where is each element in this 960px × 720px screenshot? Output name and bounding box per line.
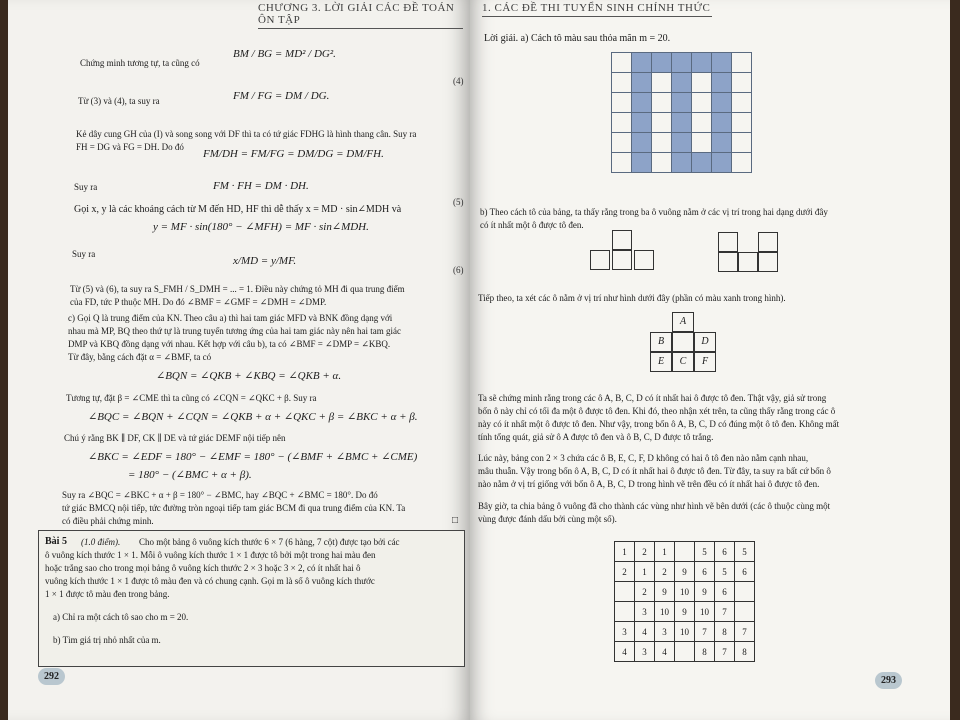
text-line: mâu thuẫn. Vậy trong bốn ô A, B, C, D có ít nhất hai ô được tô đen. Từ đây, ta suy ra bất cứ bốn ô bbox=[478, 466, 831, 476]
text-line: Từ (5) và (6), ta suy ra S_FMH / S_DMH = ... = 1. Điều này chứng tỏ MH đi qua trung điểm bbox=[70, 284, 405, 294]
region-cell: 1 bbox=[615, 542, 635, 562]
grid-cell-filled bbox=[672, 133, 692, 153]
text-line: tứ giác BMCQ nội tiếp, tức đường tròn ngoại tiếp tam giác BCM đi qua trung điểm của KN. Ta bbox=[62, 503, 406, 513]
grid-cell-filled bbox=[632, 93, 652, 113]
region-cell: 5 bbox=[695, 542, 715, 562]
grid-cell-filled bbox=[632, 73, 652, 93]
eq-tag-4: (4) bbox=[453, 76, 464, 86]
exercise-line: vuông kích thước 1 × 1 được tô màu đen và có chung cạnh. Gọi m là số ô vuông kích thước bbox=[45, 576, 375, 586]
grid-cell-filled bbox=[692, 53, 712, 73]
text-line: bốn ô này chỉ có tối đa một ô được tô đen. Khi đó, theo nhận xét trên, ta cũng thấy rằng trong các ô bbox=[478, 406, 836, 416]
region-cell: 10 bbox=[655, 602, 675, 622]
grid-cell-empty bbox=[692, 133, 712, 153]
region-cell: 3 bbox=[615, 622, 635, 642]
eq-tag-6: (6) bbox=[453, 265, 464, 275]
grid-cell-filled bbox=[692, 153, 712, 173]
region-cell bbox=[615, 582, 635, 602]
grid-cell-empty bbox=[612, 53, 632, 73]
region-cell bbox=[615, 602, 635, 622]
grid-cell-empty bbox=[732, 133, 752, 153]
solution-intro: Lời giải. a) Cách tô màu sau thỏa mãn m = 20. bbox=[484, 33, 671, 44]
text-line: Từ đây, bằng cách đặt α = ∠BMF, ta có bbox=[68, 352, 212, 362]
region-cell: 4 bbox=[635, 622, 655, 642]
grid-cell-empty bbox=[652, 73, 672, 93]
equation-5: y = MF · sin(180° − ∠MFH) = MF · sin∠MDH. bbox=[153, 221, 369, 233]
region-cell: 8 bbox=[695, 642, 715, 662]
region-cell: 8 bbox=[735, 642, 755, 662]
grid-cell-empty bbox=[612, 93, 632, 113]
grid-cell-filled bbox=[652, 53, 672, 73]
region-cell: 7 bbox=[735, 622, 755, 642]
text-line: Từ (3) và (4), ta suy ra bbox=[78, 96, 160, 106]
region-cell: 10 bbox=[675, 582, 695, 602]
region-cell: 9 bbox=[675, 562, 695, 582]
region-cell: 2 bbox=[635, 582, 655, 602]
region-cell: 1 bbox=[655, 542, 675, 562]
equation-8: ∠BQC = ∠BQN + ∠CQN = ∠QKB + α + ∠QKC + β = ∠BKC + α + β. bbox=[88, 411, 418, 423]
region-number-grid bbox=[614, 541, 755, 662]
grid-cell-empty bbox=[652, 113, 672, 133]
region-cell: 5 bbox=[735, 542, 755, 562]
equation-10: = 180° − (∠BMC + α + β). bbox=[128, 469, 252, 481]
question-b: b) Tìm giá trị nhỏ nhất của m. bbox=[53, 635, 161, 645]
text-line: Chứng minh tương tự, ta cũng có bbox=[80, 58, 200, 68]
text-line: Suy ra bbox=[74, 182, 98, 192]
grid-cell-filled bbox=[712, 133, 732, 153]
grid-cell-filled bbox=[712, 113, 732, 133]
region-cell: 3 bbox=[635, 642, 655, 662]
text-line: vùng được đánh dấu bởi cùng một số). bbox=[478, 514, 617, 524]
page-number-left: 292 bbox=[38, 668, 65, 685]
text-line: tính tổng quát, giả sử ô A được tô đen và ô B, C, D được tô trắng. bbox=[478, 432, 714, 442]
grid-cell-filled bbox=[712, 153, 732, 173]
grid-cell-empty bbox=[652, 133, 672, 153]
grid-cell-empty bbox=[612, 153, 632, 173]
region-cell: 1 bbox=[635, 562, 655, 582]
text-line: có điều phải chứng minh. bbox=[62, 516, 154, 526]
exercise-line: 1 × 1 được tô màu đen trong bảng. bbox=[45, 589, 170, 599]
text-line: Suy ra ∠BQC = ∠BKC + α + β = 180° − ∠BMC, hay ∠BQC + ∠BMC = 180°. Do đó bbox=[62, 490, 378, 500]
cell-label-b: B bbox=[650, 332, 672, 352]
region-cell: 2 bbox=[635, 542, 655, 562]
region-cell: 6 bbox=[715, 542, 735, 562]
region-cell: 4 bbox=[655, 642, 675, 662]
qed-mark: □ bbox=[452, 515, 459, 526]
grid-cell-filled bbox=[712, 53, 732, 73]
text-line: b) Theo cách tô của bảng, ta thấy rằng trong ba ô vuông nằm ở các vị trí trong hai dạng dưới đây bbox=[480, 207, 828, 217]
region-cell: 6 bbox=[735, 562, 755, 582]
equation-3: FM/DH = FM/FG = DM/DG = DM/FH. bbox=[203, 148, 384, 160]
region-cell bbox=[675, 542, 695, 562]
grid-cell-filled bbox=[632, 53, 652, 73]
region-cell: 5 bbox=[715, 562, 735, 582]
text-line: Kẻ dây cung GH của (I) và song song với DF thì ta có tứ giác FDHG là hình thang cân. Suy ra bbox=[76, 129, 417, 139]
grid-cell-empty bbox=[652, 153, 672, 173]
grid-row bbox=[612, 93, 752, 113]
region-cell: 9 bbox=[675, 602, 695, 622]
region-row bbox=[615, 602, 755, 622]
grid-row bbox=[612, 153, 752, 173]
text-line: Ta sẽ chứng minh rằng trong các ô A, B, C, D có ít nhất hai ô được tô đen. Thật vậy, giả sử trong bbox=[478, 393, 827, 403]
left-page bbox=[8, 0, 470, 720]
region-cell bbox=[735, 602, 755, 622]
region-cell bbox=[735, 582, 755, 602]
text-line: Gọi x, y là các khoảng cách từ M đến HD, HF thì dễ thấy x = MD · sin∠MDH và bbox=[74, 204, 402, 215]
region-row bbox=[615, 562, 755, 582]
exercise-score: (1.0 điểm). bbox=[81, 537, 121, 547]
text-line: nhau mà MP, BQ theo thứ tự là trung tuyến tương ứng của hai tam giác này nên hai tam giác bbox=[68, 326, 401, 336]
text-line: c) Gọi Q là trung điểm của KN. Theo câu a) thì hai tam giác MFD và BNK đồng dạng với bbox=[68, 313, 393, 323]
grid-cell-filled bbox=[632, 153, 652, 173]
region-row bbox=[615, 542, 755, 562]
region-cell: 9 bbox=[695, 582, 715, 602]
grid-cell-empty bbox=[612, 133, 632, 153]
cell-label-e: E bbox=[650, 352, 672, 372]
region-cell: 7 bbox=[715, 602, 735, 622]
grid-cell-empty bbox=[732, 113, 752, 133]
text-line: FH = DG và FG = DH. Do đó bbox=[76, 142, 184, 152]
cell-empty bbox=[672, 332, 694, 352]
text-line: có ít nhất một ô được tô đen. bbox=[480, 220, 584, 230]
text-line: Chú ý rằng BK ∥ DF, CK ∥ DE và tứ giác DEMF nội tiếp nên bbox=[64, 433, 286, 443]
right-page bbox=[470, 0, 950, 720]
region-cell: 3 bbox=[635, 602, 655, 622]
region-cell: 10 bbox=[675, 622, 695, 642]
equation-6: x/MD = y/MF. bbox=[233, 255, 297, 267]
page-number-right: 293 bbox=[875, 672, 902, 689]
region-row bbox=[615, 582, 755, 602]
cell-label-a: A bbox=[672, 312, 694, 332]
region-cell: 3 bbox=[655, 622, 675, 642]
equation-1: BM / BG = MD² / DG². bbox=[233, 48, 336, 60]
coloring-grid bbox=[611, 52, 752, 173]
grid-cell-empty bbox=[612, 73, 632, 93]
grid-cell-filled bbox=[672, 53, 692, 73]
cell-label-c: C bbox=[672, 352, 694, 372]
region-row bbox=[615, 622, 755, 642]
grid-cell-filled bbox=[712, 73, 732, 93]
equation-4: FM · FH = DM · DH. bbox=[213, 180, 309, 192]
left-running-header: CHƯƠNG 3. LỜI GIẢI CÁC ĐỀ TOÁN ÔN TẬP bbox=[258, 2, 463, 29]
region-row bbox=[615, 642, 755, 662]
region-cell: 6 bbox=[695, 562, 715, 582]
grid-cell-filled bbox=[672, 93, 692, 113]
equation-9: ∠BKC = ∠EDF = 180° − ∠EMF = 180° − (∠BMF + ∠BMC + ∠CME) bbox=[88, 451, 418, 463]
text-line: Lúc này, bảng con 2 × 3 chứa các ô B, E, C, F, D không có hai ô tô đen nào nằm cạnh nhau, bbox=[478, 453, 809, 463]
grid-row bbox=[612, 53, 752, 73]
grid-cell-empty bbox=[692, 73, 712, 93]
exercise-line: Cho một bảng ô vuông kích thước 6 × 7 (6 hàng, 7 cột) được tạo bởi các bbox=[139, 537, 400, 547]
grid-cell-empty bbox=[692, 93, 712, 113]
region-cell: 9 bbox=[655, 582, 675, 602]
region-cell: 7 bbox=[695, 622, 715, 642]
eq-tag-5: (5) bbox=[453, 197, 464, 207]
grid-cell-filled bbox=[632, 133, 652, 153]
cell-label-d: D bbox=[694, 332, 716, 352]
grid-row bbox=[612, 113, 752, 133]
grid-cell-empty bbox=[732, 93, 752, 113]
region-cell: 10 bbox=[695, 602, 715, 622]
region-cell: 4 bbox=[615, 642, 635, 662]
region-cell: 7 bbox=[715, 642, 735, 662]
text-line: Tiếp theo, ta xét các ô nằm ở vị trí như hình dưới đây (phần có màu xanh trong hình). bbox=[478, 293, 786, 303]
text-line: của FD, tức P thuộc MH. Do đó ∠BMF = ∠GMF = ∠DMH = ∠DMP. bbox=[70, 297, 327, 307]
equation-2: FM / FG = DM / DG. bbox=[233, 90, 330, 102]
grid-cell-empty bbox=[732, 153, 752, 173]
text-line: Suy ra bbox=[72, 249, 96, 259]
text-line: này có ít nhất một ô được tô đen. Như vậy, trong bốn ô A, B, C, D có đúng một ô tô đen. Không mất bbox=[478, 419, 840, 429]
grid-cell-filled bbox=[672, 73, 692, 93]
region-cell bbox=[675, 642, 695, 662]
exercise-line: hoặc trắng sao cho trong mọi bảng ô vuông kích thước 2 × 3 hoặc 3 × 2, có ít nhất hai ô bbox=[45, 563, 361, 573]
grid-cell-filled bbox=[712, 93, 732, 113]
grid-row bbox=[612, 133, 752, 153]
right-running-header: 1. CÁC ĐỀ THI TUYỂN SINH CHÍNH THỨC bbox=[482, 2, 712, 17]
grid-cell-filled bbox=[672, 153, 692, 173]
text-line: nào nằm ở vị trí giống với bốn ô A, B, C, D trong hình vẽ trên đều có ít nhất hai ô được tô đen. bbox=[478, 479, 820, 489]
exercise-box bbox=[38, 530, 465, 667]
grid-row bbox=[612, 73, 752, 93]
grid-cell-empty bbox=[612, 113, 632, 133]
question-a: a) Chỉ ra một cách tô sao cho m = 20. bbox=[53, 612, 189, 622]
grid-cell-empty bbox=[732, 73, 752, 93]
grid-cell-filled bbox=[672, 113, 692, 133]
region-cell: 8 bbox=[715, 622, 735, 642]
region-cell: 2 bbox=[655, 562, 675, 582]
exercise-line: ô vuông kích thước 1 × 1. Mỗi ô vuông kích thước 1 × 1 được tô bởi một trong hai màu đen bbox=[45, 550, 376, 560]
cell-label-f: F bbox=[694, 352, 716, 372]
text-line: Tương tự, đặt β = ∠CME thì ta cũng có ∠CQN = ∠QKC + β. Suy ra bbox=[66, 393, 317, 403]
grid-cell-empty bbox=[692, 113, 712, 133]
region-cell: 2 bbox=[615, 562, 635, 582]
equation-7: ∠BQN = ∠QKB + ∠KBQ = ∠QKB + α. bbox=[156, 370, 342, 382]
grid-cell-filled bbox=[632, 113, 652, 133]
text-line: Bây giờ, ta chia bảng ô vuông đã cho thành các vùng như hình vẽ bên dưới (các ô thuộc cùng một bbox=[478, 501, 831, 511]
text-line: DMP và KBQ đồng dạng với nhau. Kết hợp với câu b), ta có ∠BMF = ∠DMP = ∠KBQ. bbox=[68, 339, 391, 349]
exercise-title: Bài 5 bbox=[45, 536, 67, 547]
region-cell: 6 bbox=[715, 582, 735, 602]
grid-cell-empty bbox=[732, 53, 752, 73]
grid-cell-empty bbox=[652, 93, 672, 113]
